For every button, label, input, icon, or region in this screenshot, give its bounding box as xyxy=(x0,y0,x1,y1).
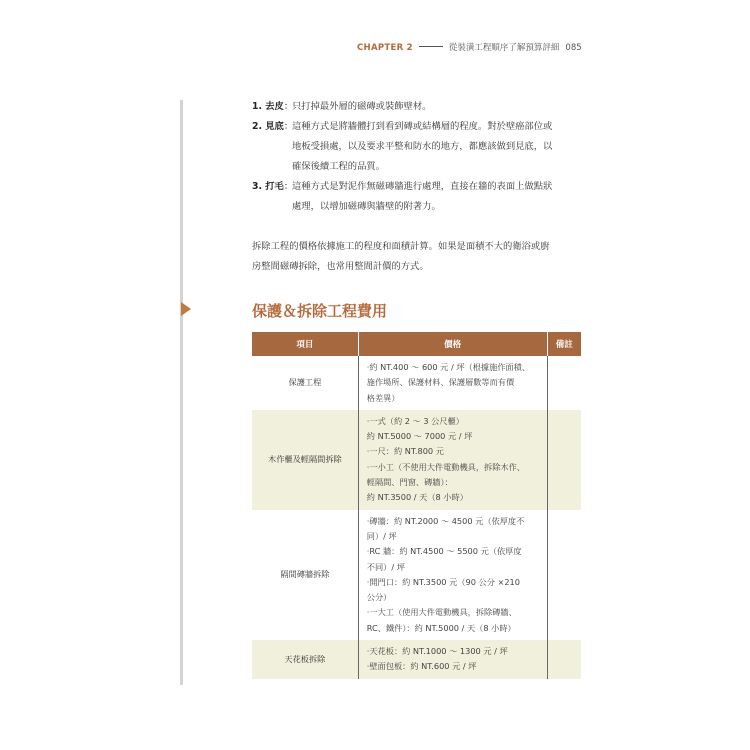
table-header-row xyxy=(252,332,581,356)
column-header: 價格 xyxy=(358,332,547,356)
list-item: 2. 見底： 這種方式是將牆體打到看到磚或結構層的程度。對於壁癌部位或 地板受損處，以及要求平整和防水的地方，都應該做到見底，以 確保後續工程的品質。 xyxy=(252,117,592,177)
list-item: 3. 打毛： 這種方式是對泥作無磁磚牆進行處理，直接在牆的表面上做點狀 處理，以增加磁磚與牆壁的附著力。 xyxy=(252,177,592,217)
table-row xyxy=(252,640,581,679)
list-item-line: 這種方式是將牆體打到看到磚或結構層的程度。對於壁癌部位或 xyxy=(292,121,553,132)
note-cell xyxy=(547,640,581,679)
list-item-label: 2. 見底 xyxy=(252,121,284,132)
margin-bar xyxy=(180,100,183,685)
list-item-label: 1. 去皮 xyxy=(252,101,284,112)
section-title: 保護＆拆除工程費用 xyxy=(252,302,388,320)
price-cell: ‧約 NT.400 ～ 600 元 / 坪（根據施作面積、 施作場所、保護材料、保護層數等而有價 格差異） xyxy=(358,356,547,410)
list-item-line: 只打掉最外層的磁磚或裝飾壁材。 xyxy=(292,101,432,112)
list-item-line: 處理，以增加磁磚與牆壁的附著力。 xyxy=(292,201,441,212)
item-cell: 隔間磚牆拆除 xyxy=(252,510,358,640)
chapter-title: 從裝潢工程順序了解預算評細 xyxy=(448,43,560,53)
list-item-line: 這種方式是對泥作無磁磚牆進行處理，直接在牆的表面上做點狀 xyxy=(292,181,553,192)
column-header: 備註 xyxy=(547,332,581,356)
item-cell: 木作櫃及輕隔間拆除 xyxy=(252,410,358,510)
list-item-label: 3. 打毛 xyxy=(252,181,284,192)
header-rule xyxy=(419,46,443,47)
table-row xyxy=(252,410,581,510)
item-cell: 保護工程 xyxy=(252,356,358,410)
running-header xyxy=(357,41,582,53)
note-cell xyxy=(547,510,581,640)
price-cell: ‧天花板：約 NT.1000 ～ 1300 元 / 坪 ‧壁面包板：約 NT.600 元 / 坪 xyxy=(358,640,547,679)
page-number: 085 xyxy=(565,43,582,53)
list-item: 1. 去皮： 只打掉最外層的磁磚或裝飾壁材。 xyxy=(252,97,592,117)
cost-table xyxy=(252,332,581,679)
column-header: 項目 xyxy=(252,332,358,356)
note-cell xyxy=(547,356,581,410)
chapter-label: CHAPTER 2 xyxy=(357,43,413,53)
table-row xyxy=(252,356,581,410)
note-cell xyxy=(547,410,581,510)
section-marker-icon xyxy=(181,302,191,316)
body-paragraph: 拆除工程的價格依據施工的程度和面積計算。如果是面積不大的衛浴或廚 房整間磁磚拆除，也常用整間計價的方式。 xyxy=(252,241,550,272)
price-cell: ‧一式（約 2 ～ 3 公尺櫃） 約 NT.5000 ～ 7000 元 / 坪 ‧一尺：約 NT.800 元 ‧一小工（不使用大件電動機具，拆除木作、 輕隔間、門窗、磚牆）： 約 NT.3500 / 天（8 小時） xyxy=(358,410,547,510)
item-cell: 天花板拆除 xyxy=(252,640,358,679)
table-row xyxy=(252,510,581,640)
price-cell: ‧磚牆：約 NT.2000 ～ 4500 元（依厚度不 同）/ 坪 ‧RC 牆：約 NT.4500 ～ 5500 元（依厚度 不同）/ 坪 ‧開門口：約 NT.3500 元（90 公分 ×210 公分） ‧一大工（使用大件電動機具，拆除磚牆、 RC、鐵件）：約 NT.5000 / 天（8 小時） xyxy=(358,510,547,640)
list-item-line: 地板受損處，以及要求平整和防水的地方，都應該做到見底，以 xyxy=(292,141,553,152)
method-list xyxy=(252,97,592,217)
list-item-line: 確保後續工程的品質。 xyxy=(292,161,385,172)
